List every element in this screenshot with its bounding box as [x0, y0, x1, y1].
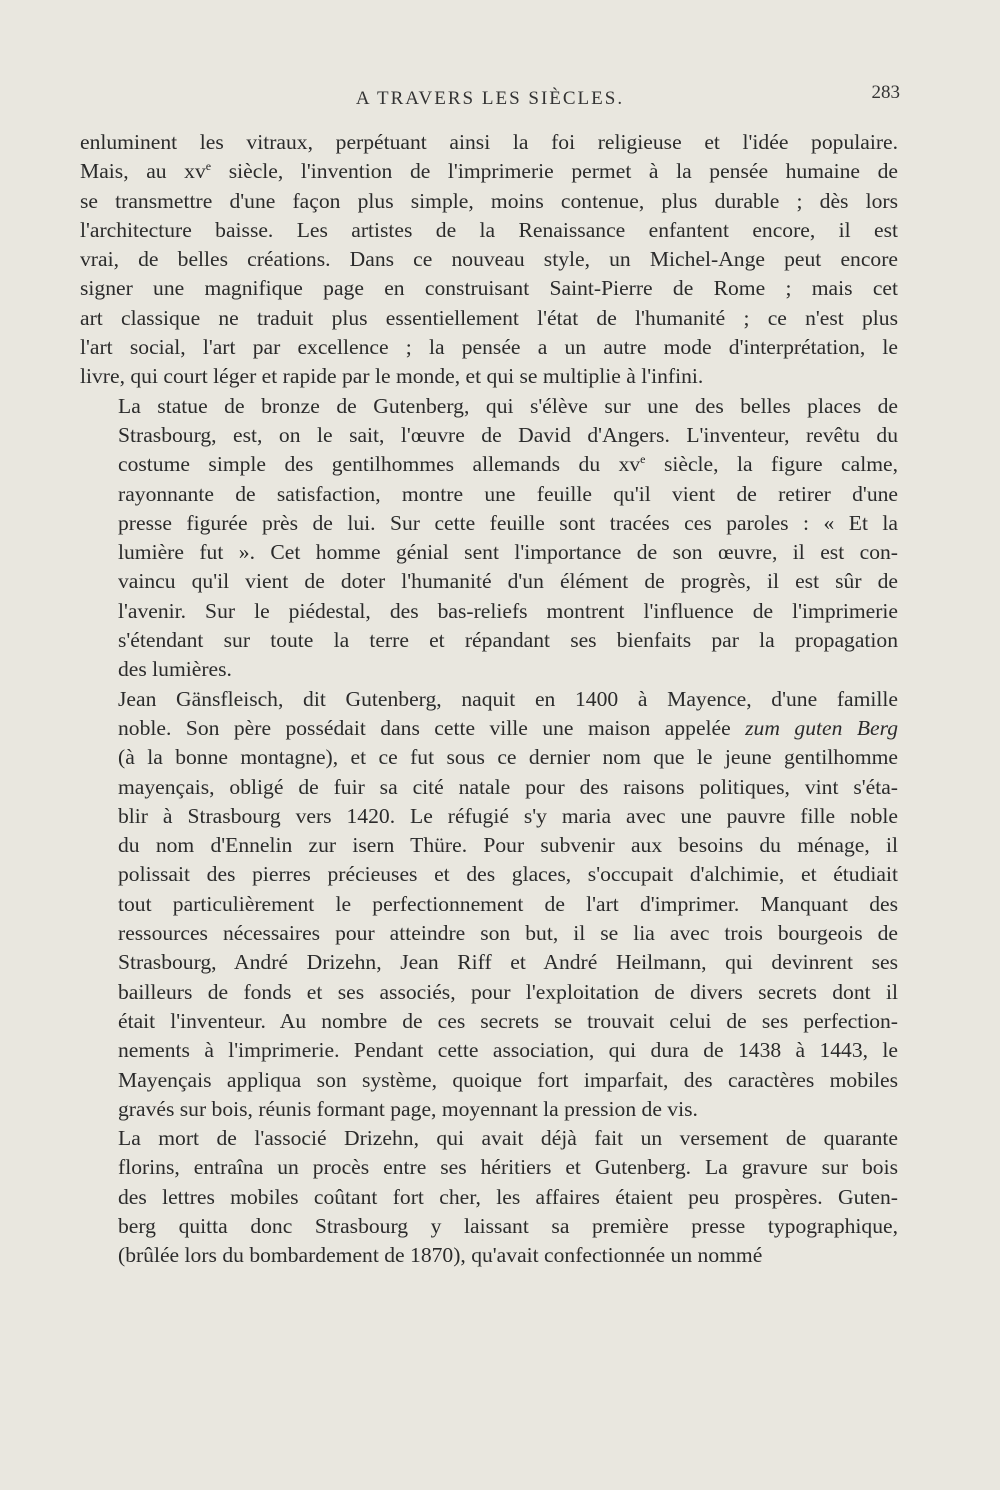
- text-line: vaincu qu'il vient de doter l'humanité d'un élément de progrès, il est sûr de: [118, 569, 898, 594]
- text-line: l'architecture baisse. Les artistes de la Renaissance enfantent encore, il est: [80, 217, 898, 242]
- text-line: nements à l'imprimerie. Pendant cette association, qui dura de 1438 à 1443, le: [118, 1038, 898, 1063]
- text-line: La mort de l'associé Drizehn, qui avait déjà fait un versement de quarante: [118, 1126, 898, 1151]
- running-head: [80, 82, 900, 116]
- text-line: s'étendant sur toute la terre et répandant ses bienfaits par la propagation: [118, 628, 898, 653]
- text-line: des lettres mobiles coûtant fort cher, les affaires étaient peu prospères. Guten-: [118, 1184, 898, 1209]
- text-line: signer une magnifique page en construisant Saint-Pierre de Rome ; mais cet: [80, 276, 898, 301]
- text-line: gravés sur bois, réunis formant page, moyennant la pression de vis.: [118, 1096, 698, 1121]
- text-line: l'avenir. Sur le piédestal, des bas-reliefs montrent l'influence de l'imprimerie: [118, 598, 898, 623]
- text-line: La statue de bronze de Gutenberg, qui s'élève sur une des belles places de: [118, 393, 898, 418]
- text-line: presse figurée près de lui. Sur cette feuille sont tracées ces paroles : « Et la: [118, 510, 898, 535]
- paragraph: [80, 392, 898, 685]
- text-line: blir à Strasbourg vers 1420. Le réfugié s'y maria avec une pauvre fille noble: [118, 803, 898, 828]
- paragraph: [80, 128, 898, 392]
- text-line: du nom d'Ennelin zur isern Thüre. Pour subvenir aux besoins du ménage, il: [118, 833, 898, 858]
- running-title: A TRAVERS LES SIÈCLES.: [355, 88, 625, 109]
- text-line: berg quitta donc Strasbourg y laissant sa première presse typographique,: [118, 1213, 898, 1238]
- text-line: vrai, de belles créations. Dans ce nouveau style, un Michel-Ange peut encore: [80, 247, 898, 272]
- text-line: art classique ne traduit plus essentiellement l'état de l'humanité ; ce n'est plus: [80, 305, 898, 330]
- text-line: l'art social, l'art par excellence ; la pensée a un autre mode d'interprétation, le: [80, 335, 898, 360]
- text-line: Jean Gänsfleisch, dit Gutenberg, naquit en 1400 à Mayence, d'une famille: [118, 686, 898, 711]
- text-line: Strasbourg, André Drizehn, Jean Riff et André Heilmann, qui devinrent ses: [118, 950, 898, 975]
- text-line: lumière fut ». Cet homme génial sent l'importance de son œuvre, il est con-: [118, 540, 898, 565]
- text-line: Mais, au $xv^e$ siècle, l'invention de l'imprimerie permet à la pensée humaine de: [80, 159, 899, 184]
- text-line: mayençais, obligé de fuir sa cité natale pour des raisons politiques, vint s'éta-: [118, 774, 898, 799]
- paragraph: [80, 685, 898, 1124]
- body-text: [80, 128, 898, 1271]
- text-line: florins, entraîna un procès entre ses héritiers et Gutenberg. La gravure sur bois: [118, 1155, 898, 1180]
- text-line: des lumières.: [118, 657, 232, 682]
- text-line: ressources nécessaires pour atteindre son but, il se lia avec trois bourgeois de: [118, 921, 898, 946]
- text-line: livre, qui court léger et rapide par le monde, et qui se multiplie à l'infini.: [80, 364, 704, 389]
- text-line: (à la bonne montagne), et ce fut sous ce dernier nom que le jeune gentilhomme: [118, 745, 898, 770]
- text-line: était l'inventeur. Au nombre de ces secrets se trouvait celui de ses perfection-: [118, 1008, 898, 1033]
- paragraph: [80, 1124, 898, 1270]
- text-line: se transmettre d'une façon plus simple, moins contenue, plus durable ; dès lors: [80, 188, 898, 213]
- text-line: tout particulièrement le perfectionnement de l'art d'imprimer. Manquant des: [118, 891, 898, 916]
- text-line: noble. Son père possédait dans cette ville une maison appelée zum guten Berg: [118, 715, 898, 740]
- text-line: bailleurs de fonds et ses associés, pour l'exploitation de divers secrets dont il: [118, 979, 898, 1004]
- text-line: costume simple des gentilhommes allemands du $xv^e$ siècle, la figure calme,: [118, 452, 898, 477]
- text-line: enluminent les vitraux, perpétuant ainsi la foi religieuse et l'idée populaire.: [80, 130, 898, 154]
- text-line: Strasbourg, est, on le sait, l'œuvre de David d'Angers. L'inventeur, revêtu du: [118, 422, 898, 447]
- text-line: (brûlée lors du bombardement de 1870), qu'avait confectionnée un nommé: [118, 1243, 763, 1268]
- text-line: Mayençais appliqua son système, quoique fort imparfait, des caractères mobiles: [118, 1067, 898, 1092]
- text-line: polissait des pierres précieuses et des glaces, s'occupait d'alchimie, et étudiait: [118, 862, 898, 887]
- text-line: rayonnante de satisfaction, montre une feuille qu'il vient de retirer d'une: [118, 481, 898, 506]
- page-number: 283: [871, 82, 900, 103]
